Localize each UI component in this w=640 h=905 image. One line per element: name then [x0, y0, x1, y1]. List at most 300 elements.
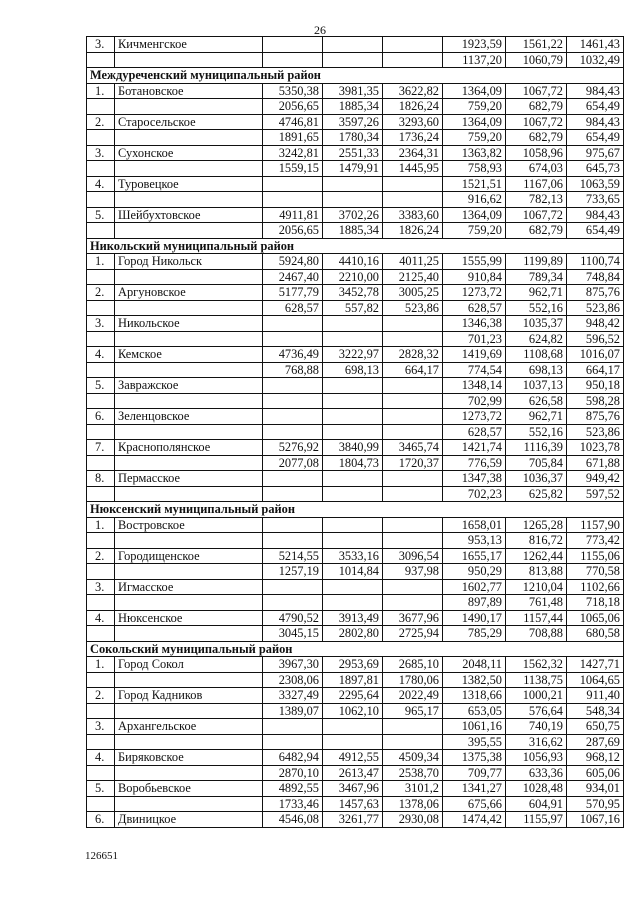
table-row	[87, 579, 624, 595]
value-cell: 1736,24	[383, 130, 443, 146]
value-cell: 698,13	[506, 362, 567, 378]
value-cell	[323, 316, 383, 332]
settlement-name	[115, 455, 263, 471]
row-index: 7.	[87, 440, 115, 456]
value-cell: 1065,06	[567, 610, 624, 626]
table-row	[87, 254, 624, 270]
value-cell: 2364,31	[383, 145, 443, 161]
value-cell: 674,03	[506, 161, 567, 177]
value-cell	[323, 533, 383, 549]
value-cell: 4410,16	[323, 254, 383, 270]
table-row	[87, 734, 624, 750]
value-cell: 733,65	[567, 192, 624, 208]
row-index: 5.	[87, 781, 115, 797]
value-cell	[383, 192, 443, 208]
value-cell: 1157,44	[506, 610, 567, 626]
district-title: Сокольский муниципальный район	[87, 641, 624, 657]
value-cell: 813,88	[506, 564, 567, 580]
settlement-name: Город Никольск	[115, 254, 263, 270]
row-index	[87, 626, 115, 642]
settlement-name	[115, 564, 263, 580]
settlement-name	[115, 269, 263, 285]
value-cell: 2802,80	[323, 626, 383, 642]
value-cell: 3677,96	[383, 610, 443, 626]
value-cell: 1421,74	[443, 440, 506, 456]
value-cell: 682,79	[506, 99, 567, 115]
row-index	[87, 52, 115, 68]
value-cell: 3101,2	[383, 781, 443, 797]
value-cell: 3293,60	[383, 114, 443, 130]
settlement-name: Город Сокол	[115, 657, 263, 673]
row-index: 5.	[87, 207, 115, 223]
value-cell	[323, 52, 383, 68]
value-cell	[263, 471, 323, 487]
value-cell: 4746,81	[263, 114, 323, 130]
value-cell: 1210,04	[506, 579, 567, 595]
settlement-name	[115, 703, 263, 719]
settlement-name: Краснополянское	[115, 440, 263, 456]
value-cell	[383, 595, 443, 611]
row-index	[87, 161, 115, 177]
settlement-name	[115, 486, 263, 502]
value-cell: 3597,26	[323, 114, 383, 130]
table-row	[87, 424, 624, 440]
value-cell: 3096,54	[383, 548, 443, 564]
value-cell: 3327,49	[263, 688, 323, 704]
table-row	[87, 316, 624, 332]
value-cell: 3383,60	[383, 207, 443, 223]
row-index	[87, 99, 115, 115]
value-cell: 1559,15	[263, 161, 323, 177]
value-cell	[263, 486, 323, 502]
value-cell: 698,13	[323, 362, 383, 378]
value-cell: 953,13	[443, 533, 506, 549]
value-cell: 548,34	[567, 703, 624, 719]
settlement-name	[115, 533, 263, 549]
value-cell: 770,58	[567, 564, 624, 580]
value-cell: 949,42	[567, 471, 624, 487]
value-cell: 2953,69	[323, 657, 383, 673]
value-cell	[323, 331, 383, 347]
row-index	[87, 703, 115, 719]
district-header-row	[87, 238, 624, 254]
value-cell: 523,86	[567, 424, 624, 440]
row-index	[87, 393, 115, 409]
value-cell: 1273,72	[443, 285, 506, 301]
settlement-name: Архангельское	[115, 719, 263, 735]
row-index: 3.	[87, 316, 115, 332]
value-cell: 654,49	[567, 99, 624, 115]
row-index	[87, 796, 115, 812]
value-cell: 1474,42	[443, 812, 506, 828]
value-cell: 708,88	[506, 626, 567, 642]
settlement-name: Старосельское	[115, 114, 263, 130]
value-cell: 1479,91	[323, 161, 383, 177]
value-cell	[383, 378, 443, 394]
value-cell: 1067,72	[506, 207, 567, 223]
value-cell: 702,23	[443, 486, 506, 502]
value-cell: 962,71	[506, 409, 567, 425]
value-cell: 3913,49	[323, 610, 383, 626]
table-row	[87, 130, 624, 146]
value-cell: 1100,74	[567, 254, 624, 270]
table-row	[87, 533, 624, 549]
value-cell: 975,67	[567, 145, 624, 161]
value-cell	[263, 734, 323, 750]
value-cell: 789,34	[506, 269, 567, 285]
value-cell: 1138,75	[506, 672, 567, 688]
row-index: 3.	[87, 145, 115, 161]
district-title: Междуреченский муниципальный район	[87, 68, 624, 84]
table-row	[87, 362, 624, 378]
row-index	[87, 765, 115, 781]
row-index: 5.	[87, 378, 115, 394]
value-cell: 1364,09	[443, 207, 506, 223]
value-cell: 748,84	[567, 269, 624, 285]
row-index	[87, 672, 115, 688]
value-cell: 1067,16	[567, 812, 624, 828]
value-cell: 3222,97	[323, 347, 383, 363]
value-cell	[383, 471, 443, 487]
value-cell: 2538,70	[383, 765, 443, 781]
value-cell: 650,75	[567, 719, 624, 735]
value-cell: 3622,82	[383, 83, 443, 99]
value-cell: 4736,49	[263, 347, 323, 363]
value-cell	[263, 517, 323, 533]
value-cell	[383, 409, 443, 425]
value-cell	[383, 331, 443, 347]
row-index	[87, 734, 115, 750]
value-cell: 5924,80	[263, 254, 323, 270]
settlement-name	[115, 52, 263, 68]
value-cell: 1382,50	[443, 672, 506, 688]
settlement-name	[115, 796, 263, 812]
value-cell: 4912,55	[323, 750, 383, 766]
row-index	[87, 424, 115, 440]
district-title: Нюксенский муниципальный район	[87, 502, 624, 518]
value-cell: 4892,55	[263, 781, 323, 797]
settlement-name: Завражское	[115, 378, 263, 394]
value-cell	[323, 192, 383, 208]
value-cell: 2125,40	[383, 269, 443, 285]
table-row	[87, 269, 624, 285]
value-cell: 628,57	[443, 300, 506, 316]
value-cell: 4509,34	[383, 750, 443, 766]
table-row	[87, 207, 624, 223]
value-cell	[263, 533, 323, 549]
value-cell	[263, 579, 323, 595]
value-cell: 1375,38	[443, 750, 506, 766]
value-cell: 597,52	[567, 486, 624, 502]
value-cell: 1490,17	[443, 610, 506, 626]
value-cell: 2210,00	[323, 269, 383, 285]
value-cell: 1023,78	[567, 440, 624, 456]
value-cell: 984,43	[567, 207, 624, 223]
value-cell: 3702,26	[323, 207, 383, 223]
settlement-name: Шейбухтовское	[115, 207, 263, 223]
row-index	[87, 564, 115, 580]
value-cell: 654,49	[567, 223, 624, 239]
table-row	[87, 393, 624, 409]
district-header-row	[87, 641, 624, 657]
table-row	[87, 626, 624, 642]
value-cell: 645,73	[567, 161, 624, 177]
settlement-name	[115, 393, 263, 409]
value-cell	[383, 316, 443, 332]
value-cell: 598,28	[567, 393, 624, 409]
value-cell: 950,29	[443, 564, 506, 580]
table-row	[87, 176, 624, 192]
value-cell: 1062,10	[323, 703, 383, 719]
value-cell: 1346,38	[443, 316, 506, 332]
value-cell	[323, 409, 383, 425]
value-cell	[263, 378, 323, 394]
value-cell	[383, 533, 443, 549]
row-index	[87, 455, 115, 471]
settlement-name	[115, 331, 263, 347]
settlement-name	[115, 595, 263, 611]
value-cell: 287,69	[567, 734, 624, 750]
table-row	[87, 114, 624, 130]
row-index: 3.	[87, 37, 115, 53]
value-cell: 2056,65	[263, 99, 323, 115]
value-cell: 2467,40	[263, 269, 323, 285]
value-cell: 1056,93	[506, 750, 567, 766]
row-index	[87, 331, 115, 347]
value-cell: 682,79	[506, 223, 567, 239]
value-cell: 1378,06	[383, 796, 443, 812]
value-cell: 1457,63	[323, 796, 383, 812]
value-cell: 911,40	[567, 688, 624, 704]
value-cell: 2870,10	[263, 765, 323, 781]
settlement-name: Ботановское	[115, 83, 263, 99]
value-cell: 4790,52	[263, 610, 323, 626]
table-row	[87, 440, 624, 456]
district-title: Никольский муниципальный район	[87, 238, 624, 254]
value-cell: 4011,25	[383, 254, 443, 270]
value-cell: 1116,39	[506, 440, 567, 456]
value-cell	[263, 393, 323, 409]
value-cell: 3261,77	[323, 812, 383, 828]
value-cell: 3981,35	[323, 83, 383, 99]
value-cell: 1923,59	[443, 37, 506, 53]
tariff-table	[86, 36, 624, 828]
value-cell: 1199,89	[506, 254, 567, 270]
value-cell: 5350,38	[263, 83, 323, 99]
row-index: 2.	[87, 285, 115, 301]
value-cell: 557,82	[323, 300, 383, 316]
value-cell: 1655,17	[443, 548, 506, 564]
settlement-name	[115, 765, 263, 781]
value-cell: 705,84	[506, 455, 567, 471]
value-cell: 664,17	[567, 362, 624, 378]
value-cell: 3045,15	[263, 626, 323, 642]
table-row	[87, 83, 624, 99]
table-row	[87, 455, 624, 471]
value-cell	[263, 37, 323, 53]
value-cell	[323, 378, 383, 394]
value-cell: 897,89	[443, 595, 506, 611]
value-cell: 1733,46	[263, 796, 323, 812]
table-row	[87, 796, 624, 812]
value-cell	[383, 579, 443, 595]
settlement-name	[115, 424, 263, 440]
value-cell: 1347,38	[443, 471, 506, 487]
row-index: 4.	[87, 750, 115, 766]
value-cell	[383, 734, 443, 750]
value-cell: 740,19	[506, 719, 567, 735]
value-cell: 1257,19	[263, 564, 323, 580]
value-cell	[263, 409, 323, 425]
settlement-name: Кичменгское	[115, 37, 263, 53]
settlement-name: Нюксенское	[115, 610, 263, 626]
settlement-name: Город Кадников	[115, 688, 263, 704]
value-cell: 875,76	[567, 285, 624, 301]
settlement-name: Биряковское	[115, 750, 263, 766]
value-cell: 2056,65	[263, 223, 323, 239]
value-cell: 570,95	[567, 796, 624, 812]
value-cell: 702,99	[443, 393, 506, 409]
settlement-name: Городищенское	[115, 548, 263, 564]
value-cell: 1157,90	[567, 517, 624, 533]
table-row	[87, 765, 624, 781]
value-cell: 768,88	[263, 362, 323, 378]
row-index	[87, 130, 115, 146]
value-cell: 718,18	[567, 595, 624, 611]
settlement-name	[115, 161, 263, 177]
settlement-name	[115, 192, 263, 208]
value-cell: 950,18	[567, 378, 624, 394]
value-cell: 1419,69	[443, 347, 506, 363]
table-row	[87, 781, 624, 797]
value-cell	[383, 517, 443, 533]
value-cell: 1035,37	[506, 316, 567, 332]
row-index: 4.	[87, 347, 115, 363]
value-cell	[263, 595, 323, 611]
table-row	[87, 409, 624, 425]
value-cell: 984,43	[567, 83, 624, 99]
value-cell: 624,82	[506, 331, 567, 347]
value-cell: 1555,99	[443, 254, 506, 270]
value-cell: 604,91	[506, 796, 567, 812]
value-cell: 1058,96	[506, 145, 567, 161]
value-cell: 962,71	[506, 285, 567, 301]
table-row	[87, 37, 624, 53]
value-cell	[323, 719, 383, 735]
value-cell: 654,49	[567, 130, 624, 146]
value-cell: 5276,92	[263, 440, 323, 456]
table-row	[87, 719, 624, 735]
value-cell: 1363,82	[443, 145, 506, 161]
value-cell: 1014,84	[323, 564, 383, 580]
value-cell: 934,01	[567, 781, 624, 797]
value-cell: 916,62	[443, 192, 506, 208]
settlement-name	[115, 362, 263, 378]
value-cell: 605,06	[567, 765, 624, 781]
value-cell: 675,66	[443, 796, 506, 812]
value-cell: 948,42	[567, 316, 624, 332]
value-cell: 628,57	[443, 424, 506, 440]
settlement-name: Аргуновское	[115, 285, 263, 301]
value-cell: 910,84	[443, 269, 506, 285]
row-index: 6.	[87, 409, 115, 425]
value-cell	[323, 486, 383, 502]
value-cell: 1318,66	[443, 688, 506, 704]
table-row	[87, 548, 624, 564]
value-cell: 4546,08	[263, 812, 323, 828]
settlement-name: Игмасское	[115, 579, 263, 595]
value-cell: 1891,65	[263, 130, 323, 146]
value-cell	[323, 734, 383, 750]
settlement-name: Востровское	[115, 517, 263, 533]
table-row	[87, 300, 624, 316]
table-row	[87, 52, 624, 68]
table-row	[87, 688, 624, 704]
value-cell: 523,86	[567, 300, 624, 316]
value-cell: 785,29	[443, 626, 506, 642]
value-cell: 1262,44	[506, 548, 567, 564]
table-row	[87, 812, 624, 828]
value-cell: 552,16	[506, 300, 567, 316]
value-cell: 2725,94	[383, 626, 443, 642]
value-cell	[383, 486, 443, 502]
value-cell: 1067,72	[506, 114, 567, 130]
value-cell	[263, 176, 323, 192]
settlement-name: Зеленцовское	[115, 409, 263, 425]
table-row	[87, 595, 624, 611]
row-index: 3.	[87, 579, 115, 595]
value-cell: 759,20	[443, 223, 506, 239]
footer-code: 126651	[85, 850, 118, 862]
value-cell: 2551,33	[323, 145, 383, 161]
value-cell: 776,59	[443, 455, 506, 471]
value-cell	[323, 579, 383, 595]
value-cell: 1348,14	[443, 378, 506, 394]
value-cell: 3242,81	[263, 145, 323, 161]
value-cell	[323, 37, 383, 53]
value-cell: 759,20	[443, 99, 506, 115]
value-cell: 1562,32	[506, 657, 567, 673]
value-cell: 3840,99	[323, 440, 383, 456]
row-index: 6.	[87, 812, 115, 828]
value-cell: 1720,37	[383, 455, 443, 471]
value-cell: 1155,97	[506, 812, 567, 828]
value-cell: 628,57	[263, 300, 323, 316]
value-cell: 596,52	[567, 331, 624, 347]
value-cell: 626,58	[506, 393, 567, 409]
value-cell: 1273,72	[443, 409, 506, 425]
value-cell: 3967,30	[263, 657, 323, 673]
value-cell: 1780,06	[383, 672, 443, 688]
row-index	[87, 595, 115, 611]
table-row	[87, 192, 624, 208]
row-index	[87, 486, 115, 502]
value-cell: 1389,07	[263, 703, 323, 719]
row-index: 1.	[87, 517, 115, 533]
value-cell: 3452,78	[323, 285, 383, 301]
settlement-name: Кемское	[115, 347, 263, 363]
value-cell	[263, 316, 323, 332]
settlement-name: Двиницкое	[115, 812, 263, 828]
table-row	[87, 657, 624, 673]
value-cell: 653,05	[443, 703, 506, 719]
value-cell: 671,88	[567, 455, 624, 471]
value-cell: 682,79	[506, 130, 567, 146]
value-cell	[383, 52, 443, 68]
value-cell: 761,48	[506, 595, 567, 611]
table-row	[87, 378, 624, 394]
value-cell: 2828,32	[383, 347, 443, 363]
